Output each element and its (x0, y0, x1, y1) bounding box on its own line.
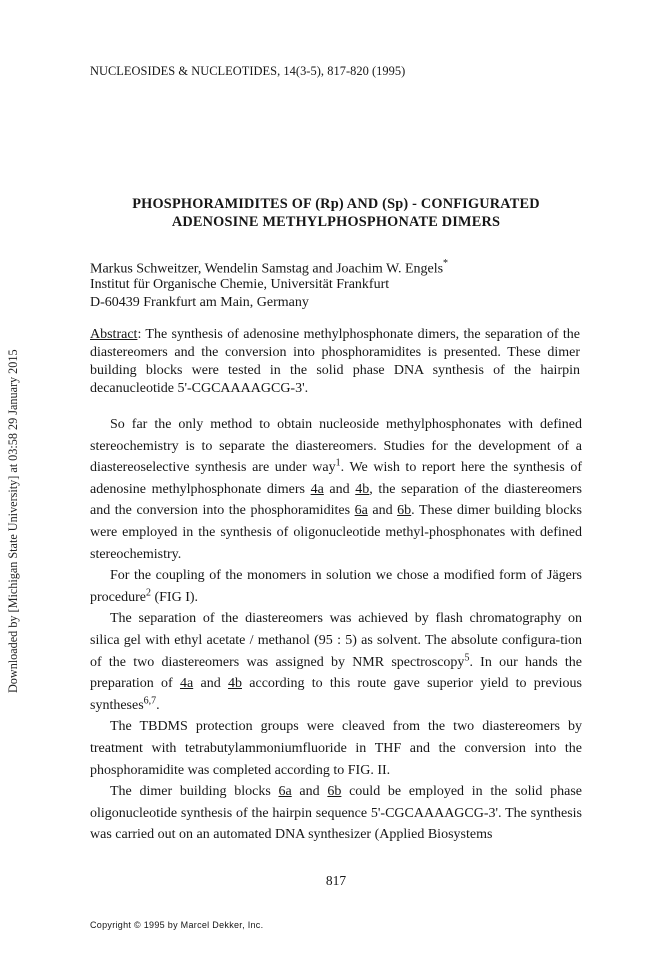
paper-title-line-2: ADENOSINE METHYLPHOSPHONATE DIMERS (171, 214, 501, 230)
compound-4a: 4a (310, 481, 324, 497)
reference-5: 5 (464, 651, 470, 663)
paragraph-5: The dimer building blocks 6a and 6b could be employed in the solid phase oligonucleotide synthesis of the hairpin sequence 5'-CGCAAAAGCG-3'. The synthesis was carried out on an automated DNA synthesizer (Applied Biosystems (90, 784, 582, 843)
download-watermark: Downloaded by [Michigan State University] at 03:58 29 January 2015 (6, 349, 20, 693)
compound-6a: 6a (354, 503, 368, 519)
abstract (90, 326, 580, 398)
paragraph-1: So far the only method to obtain nucleoside methylphosphonates with defined stereochemistry is to separate the diastereomers. Studies for the development of a diastereoselective synthesis are under way$^1$. We wish to report here the synthesis of adenosine methylphosphonate dimers 4a and 4b, the separation of the diastereomers and the conversion into the phosphoramidites 6a and 6b. These dimer building blocks were employed in the synthesis of oligonucleotide methyl-phosphonates with defined stereochemistry. (90, 417, 583, 562)
compound-6b: 6b (327, 784, 342, 800)
author-list (90, 259, 448, 278)
body-text (90, 414, 582, 846)
reference-2: 2 (145, 587, 151, 599)
compound-6b: 6b (397, 503, 412, 519)
corresponding-author-mark: * (443, 258, 449, 269)
abstract-text: : The synthesis of adenosine methylphosphonate dimers, the separation of the diastereomers and the conversion into phosphoramidites is presented. These dimer building blocks were tested in the solid phase DNA synthesis of the hairpin decanucleotide 5'-CGCAAAAGCG-3'. (90, 327, 580, 396)
paragraph-3: The separation of the diastereomers was achieved by flash chromatography on silica gel with ethyl acetate / methanol (95 : 5) as solvent. The absolute configura-tion of the two diastereomers was assigned by NMR spectroscopy$^5$. In our hands the preparation of 4a and 4b according to this route gave superior yield to previous syntheses$^{6,7}$. (90, 611, 583, 713)
affiliation-institute: Institut für Organische Chemie, Universität Frankfurt (90, 277, 390, 292)
paragraph-4: The TBDMS protection groups were cleaved from the two diastereomers by treatment with tetrabutylammoniumfluoride in THF and the conversion into the phosphoramidite was completed according to FIG. II. (90, 719, 582, 778)
journal-citation: NUCLEOSIDES & NUCLEOTIDES, 14(3-5), 817-820 (1995) (90, 64, 406, 78)
compound-4b: 4b (227, 676, 242, 692)
abstract-label: Abstract (90, 327, 138, 342)
paper-title-line-1: PHOSPHORAMIDITES OF (Rp) AND (Sp) - CONFIGURATED (132, 196, 540, 212)
compound-6a: 6a (278, 784, 292, 800)
reference-6-7: 6,7 (143, 695, 157, 707)
affiliation-address: D-60439 Frankfurt am Main, Germany (90, 295, 309, 310)
copyright-notice: Copyright © 1995 by Marcel Dekker, Inc. (90, 920, 264, 930)
compound-4b: 4b (355, 481, 370, 497)
page-number: 817 (325, 873, 347, 888)
compound-4a: 4a (179, 676, 194, 692)
paragraph-2: For the coupling of the monomers in solution we chose a modified form of Jägers procedure$^2$ (FIG I). (90, 568, 582, 605)
reference-1: 1 (335, 457, 341, 469)
author-names: Markus Schweitzer, Wendelin Samstag and Joachim W. Engels (90, 261, 444, 277)
